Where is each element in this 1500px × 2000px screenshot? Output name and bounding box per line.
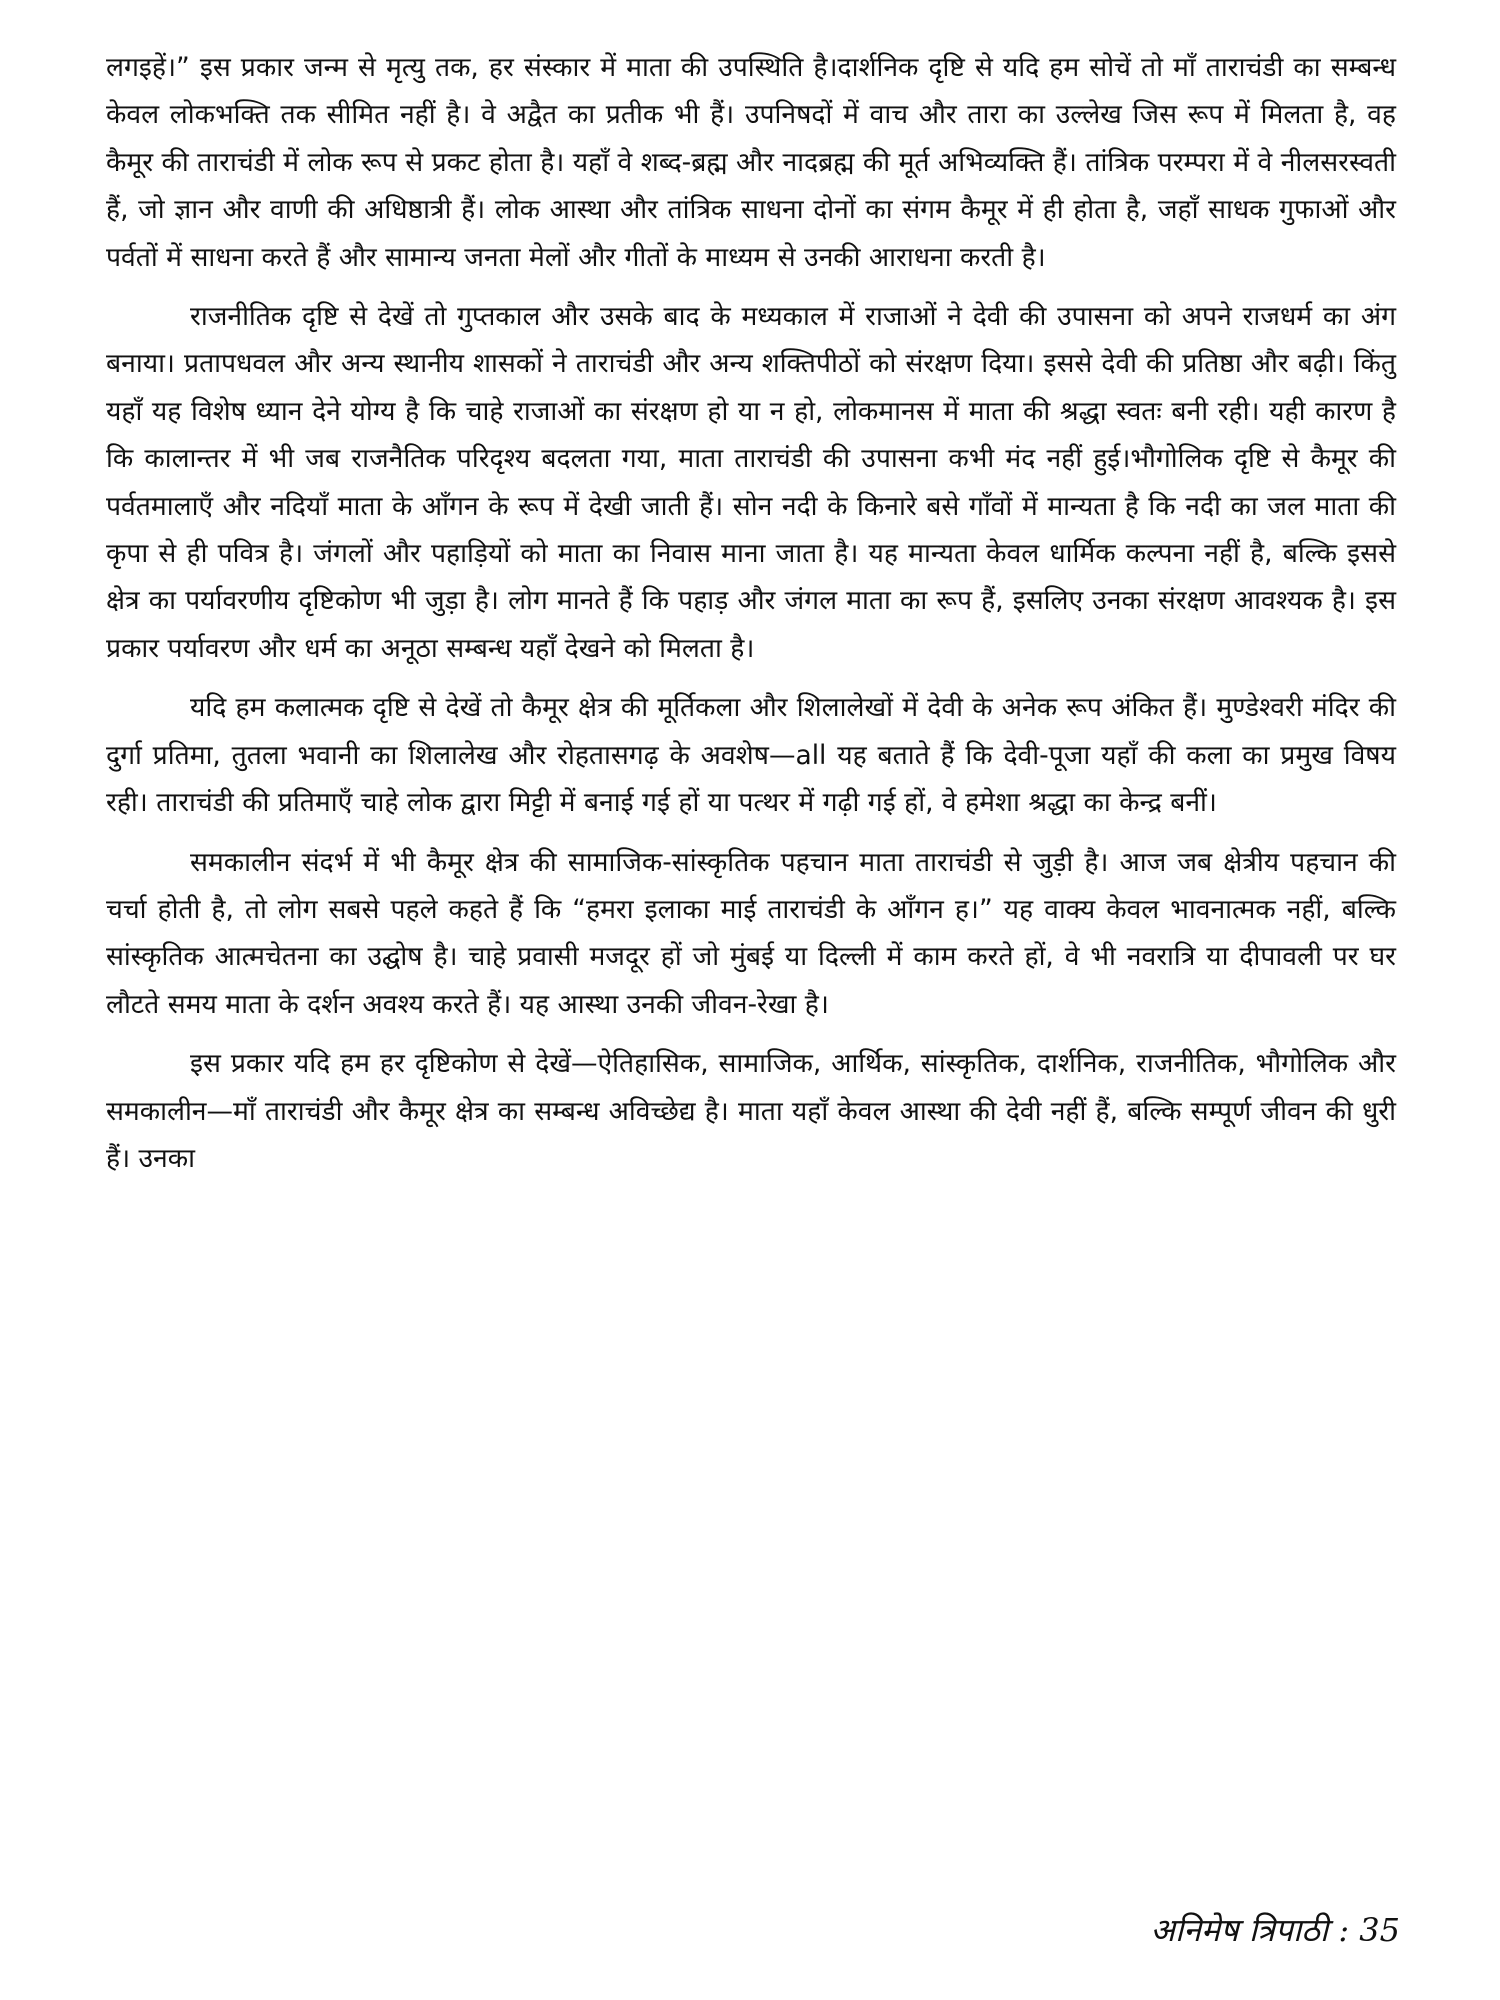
paragraph-political: राजनीतिक दृष्टि से देखें तो गुप्तकाल और उसके बाद के मध्यकाल में राजाओं ने देवी की उपासना को अपने राजधर्म का अंग बनाया। प्रतापधवल और अन्य स्थानीय शासकों ने ताराचंडी और अन्य शक्तिपीठों को संरक्षण दिया। इससे देवी की प्रतिष्ठा और बढ़ी। किंतु यहाँ यह विशेष ध्यान देने योग्य है कि चाहे राजाओं का संरक्षण हो या न हो, लोकमानस में माता की श्रद्धा स्वतः बनी रही। यही कारण है कि कालान्तर में भी जब राजनैतिक परिदृश्य बदलता गया, माता ताराचंडी की उपासना कभी मंद नहीं हुई।भौगोलिक दृष्टि से कैमूर की पर्वतमालाएँ और नदियाँ माता के आँगन के रूप में देखी जाती हैं। सोन नदी के किनारे बसे गाँवों में मान्यता है कि नदी का जल माता की कृपा से ही पवित्र है। जंगलों और पहाड़ियों को माता का निवास माना जाता है। यह मान्यता केवल धार्मिक कल्पना नहीं है, बल्कि इससे क्षेत्र का पर्यावरणीय दृष्टिकोण भी जुड़ा है। लोग मानते हैं कि पहाड़ और जंगल माता का रूप हैं, इसलिए उनका संरक्षण आवश्यक है। इस प्रकार पर्यावरण और धर्म का अनूठा सम्बन्ध यहाँ देखने को मिलता है। <box>106 301 1396 664</box>
page-body-text <box>106 44 1396 1194</box>
footer-separator: : <box>1338 1911 1350 1949</box>
footer-author: अनिमेष त्रिपाठी <box>1150 1911 1329 1949</box>
paragraph-artistic: यदि हम कलात्मक दृष्टि से देखें तो कैमूर क्षेत्र की मूर्तिकला और शिलालेखों में देवी के अनेक रूप अंकित हैं। मुण्डेश्वरी मंदिर की दुर्गा प्रतिमा, तुतला भवानी का शिलालेख और रोहतासगढ़ के अवशेष—all यह बताते हैं कि देवी-पूजा यहाँ की कला का प्रमुख विषय रही। ताराचंडी की प्रतिमाएँ चाहे लोक द्वारा मिट्टी में बनाई गई हों या पत्थर में गढ़ी गई हों, वे हमेशा श्रद्धा का केन्द्र बनीं। <box>106 692 1396 819</box>
paragraph-conclusion: इस प्रकार यदि हम हर दृष्टिकोण से देखें—ऐतिहासिक, सामाजिक, आर्थिक, सांस्कृतिक, दार्शनिक, राजनीतिक, भौगोलिक और समकालीन—माँ ताराचंडी और कैमूर क्षेत्र का सम्बन्ध अविच्छेद्य है। माता यहाँ केवल आस्था की देवी नहीं हैं, बल्कि सम्पूर्ण जीवन की धुरी हैं। उनका <box>106 1048 1396 1174</box>
page-number: 35 <box>1359 1911 1400 1949</box>
page-footer <box>1151 1908 1400 1951</box>
paragraph-contemporary: समकालीन संदर्भ में भी कैमूर क्षेत्र की सामाजिक-सांस्कृतिक पहचान माता ताराचंडी से जुड़ी है। आज जब क्षेत्रीय पहचान की चर्चा होती है, तो लोग सबसे पहले कहते हैं कि “हमरा इलाका माई ताराचंडी के आँगन ह।” यह वाक्य केवल भावनात्मक नहीं, बल्कि सांस्कृतिक आत्मचेतना का उद्घोष है। चाहे प्रवासी मजदूर हों जो मुंबई या दिल्ली में काम करते हों, वे भी नवरात्रि या दीपावली पर घर लौटते समय माता के दर्शन अवश्य करते हैं। यह आस्था उनकी जीवन-रेखा है। <box>106 846 1396 1020</box>
paragraph-philosophical: लगइहें।” इस प्रकार जन्म से मृत्यु तक, हर संस्कार में माता की उपस्थिति है।दार्शनिक दृष्टि से यदि हम सोचें तो माँ ताराचंडी का सम्बन्ध केवल लोकभक्ति तक सीमित नहीं है। वे अद्वैत का प्रतीक भी हैं। उपनिषदों में वाच और तारा का उल्लेख जिस रूप में मिलता है, वह कैमूर की ताराचंडी में लोक रूप से प्रकट होता है। यहाँ वे शब्द-ब्रह्म और नादब्रह्म की मूर्त अभिव्यक्ति हैं। तांत्रिक परम्परा में वे नीलसरस्वती हैं, जो ज्ञान और वाणी की अधिष्ठात्री हैं। लोक आस्था और तांत्रिक साधना दोनों का संगम कैमूर में ही होता है, जहाँ साधक गुफाओं और पर्वतों में साधना करते हैं और सामान्य जनता मेलों और गीतों के माध्यम से उनकी आराधना करती है। <box>106 52 1396 273</box>
